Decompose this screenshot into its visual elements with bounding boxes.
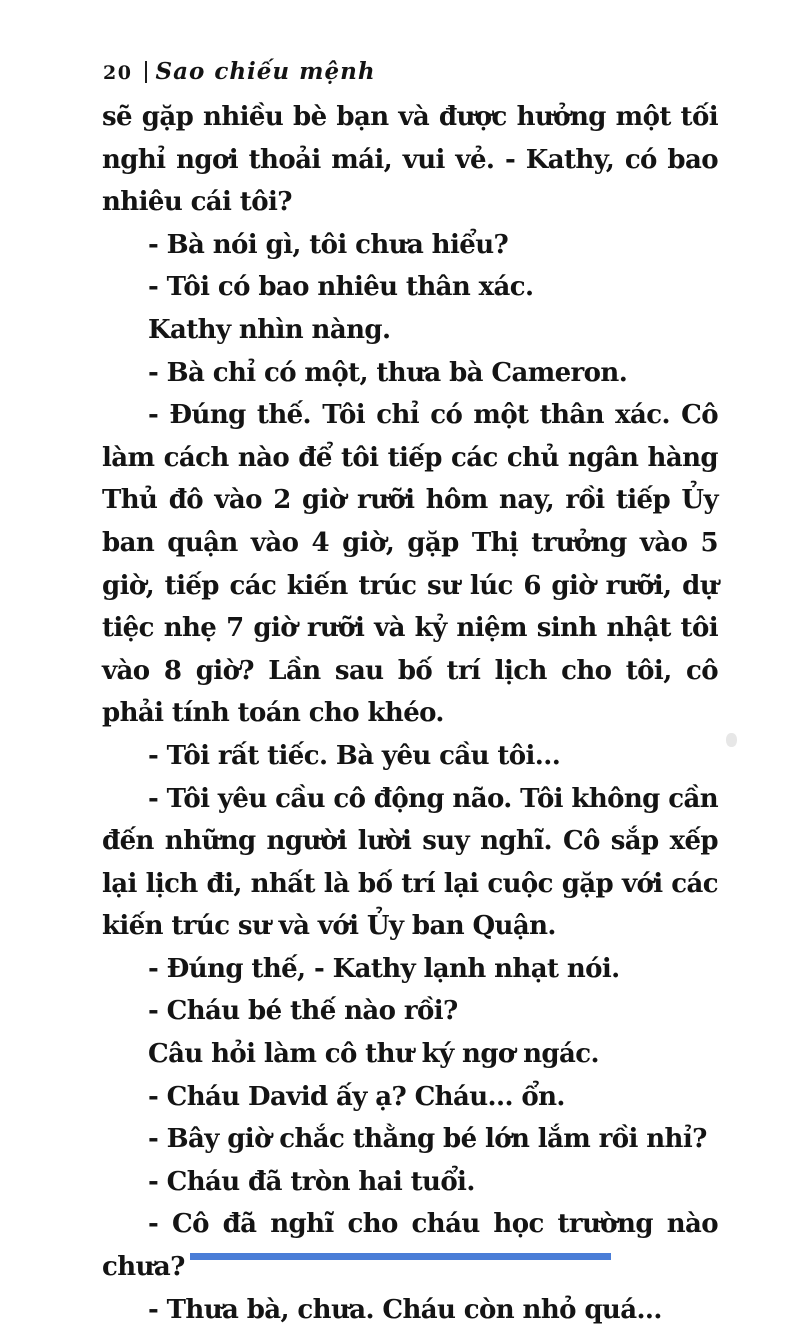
paragraph: Kathy nhìn nàng. — [148, 314, 391, 345]
paragraph: - Bà chỉ có một, thưa bà Cameron. — [148, 357, 628, 388]
paragraph: - Cháu bé thế nào rồi? — [148, 996, 458, 1027]
paragraph: - Thưa bà, chưa. Cháu còn nhỏ quá... — [148, 1294, 662, 1325]
paragraph: - Cháu đã tròn hai tuổi. — [148, 1166, 475, 1197]
paragraph: - Đúng thế, - Kathy lạnh nhạt nói. — [148, 953, 620, 984]
book-title: Sao chiếu mệnh — [155, 58, 376, 85]
paragraph: Câu hỏi làm cô thư ký ngơ ngác. — [148, 1039, 599, 1070]
paragraph: - Bây giờ chắc thằng bé lớn lắm rồi nhỉ? — [148, 1124, 707, 1155]
paragraph: - Cháu David ấy ạ? Cháu... ổn. — [148, 1081, 565, 1112]
page-body — [102, 96, 718, 1331]
paragraph: - Đúng thế. Tôi chỉ có một thân xác. Cô làm cách nào để tôi tiếp các chủ ngân hàng Thủ đô vào 2 giờ rưỡi hôm nay, rồi tiếp Ủy ban quận vào 4 giờ, gặp Thị trưởng vào 5 giờ, tiếp các kiến trúc sư lúc 6 giờ rưỡi, dự tiệc nhẹ 7 giờ rưỡi và kỷ niệm sinh nhật tôi vào 8 giờ? Lần sau bố trí lịch cho tôi, cô phải tính toán cho khéo. — [102, 400, 718, 729]
paragraph: - Cô đã nghĩ cho cháu học trường nào chưa? — [102, 1209, 718, 1283]
paragraph: sẽ gặp nhiều bè bạn và được hưởng một tối nghỉ ngơi thoải mái, vui vẻ. - Kathy, có bao nhiêu cái tôi? — [102, 102, 718, 218]
scan-smudge — [726, 733, 737, 747]
page-number: 20 — [103, 62, 133, 84]
progress-bar[interactable] — [190, 1253, 611, 1260]
paragraph: - Tôi có bao nhiêu thân xác. — [148, 272, 534, 303]
paragraph: - Tôi yêu cầu cô động não. Tôi không cần đến những người lười suy nghĩ. Cô sắp xếp lại lịch đi, nhất là bố trí lại cuộc gặp với các kiến trúc sư và với Ủy ban Quận. — [102, 783, 718, 942]
header-divider — [145, 61, 147, 83]
paragraph: - Tôi rất tiếc. Bà yêu cầu tôi... — [148, 740, 561, 771]
page-header — [103, 57, 376, 85]
paragraph: - Bà nói gì, tôi chưa hiểu? — [148, 229, 509, 260]
